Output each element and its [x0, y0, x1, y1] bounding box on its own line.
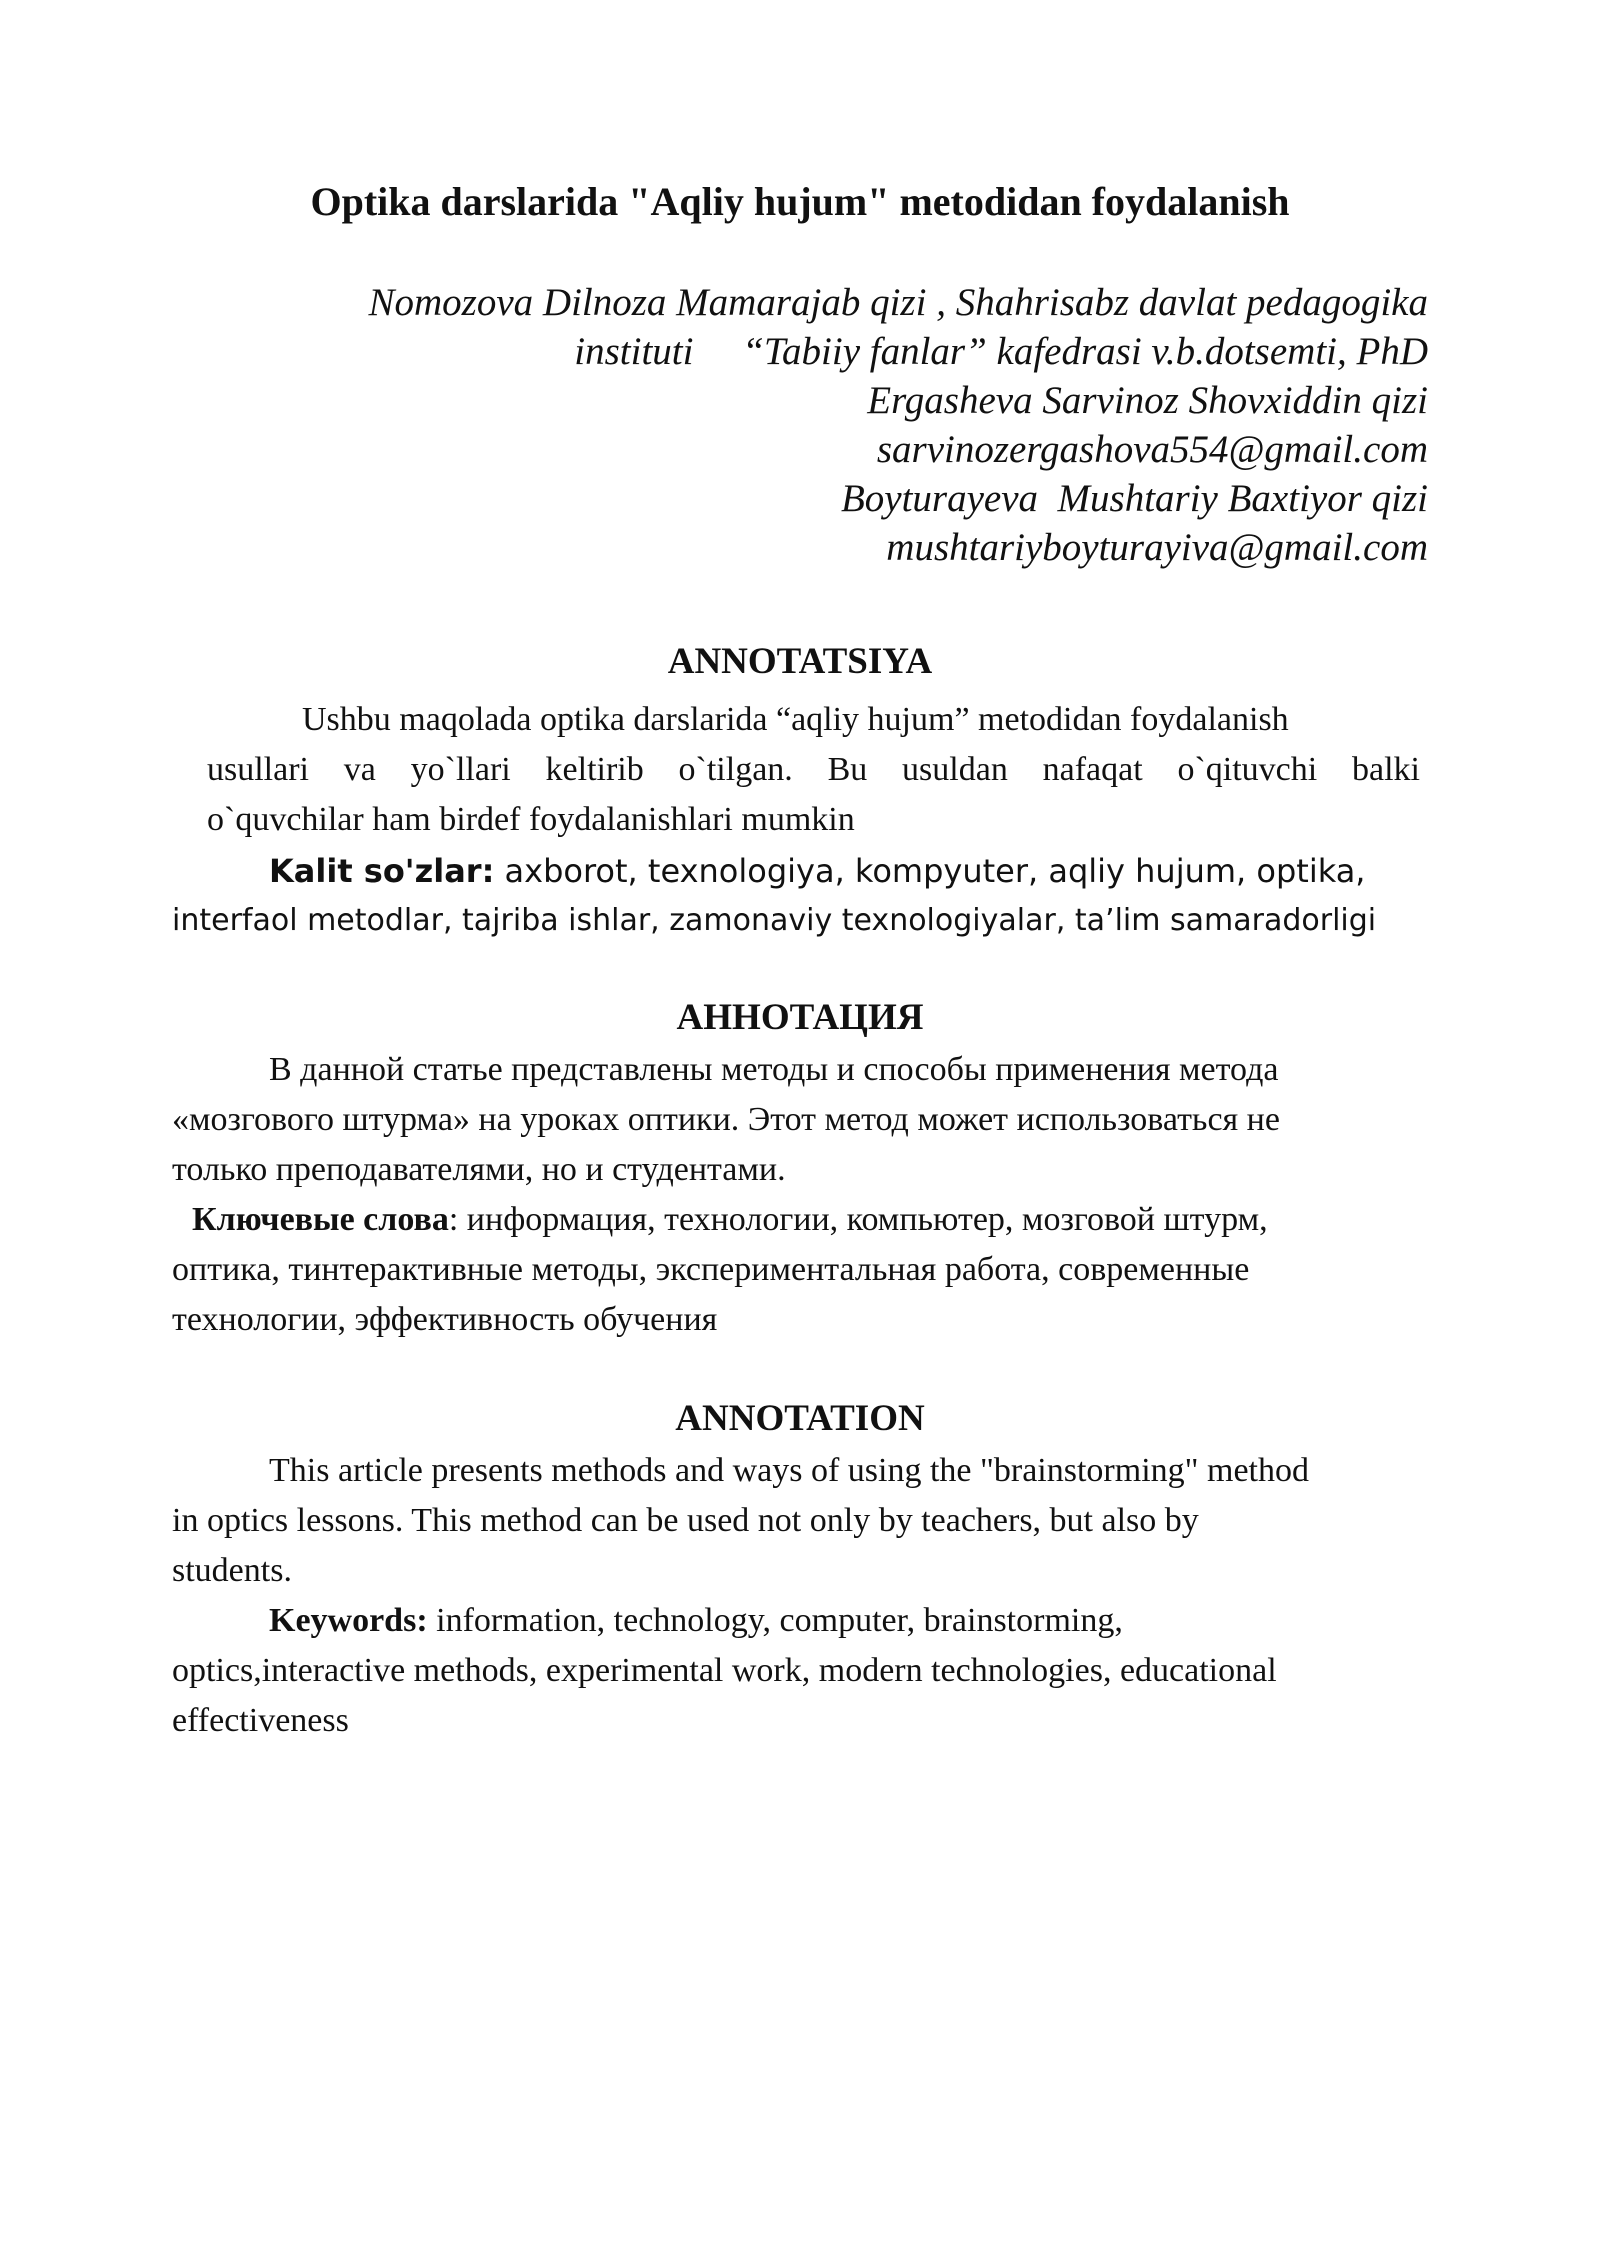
author-line: Nomozova Dilnoza Mamarajab qizi , Shahrisabz davlat pedagogika [368, 281, 1428, 324]
keywords-text: технологии, эффективность обучения [172, 1301, 718, 1338]
annotation-text-en [172, 1446, 1432, 1746]
annotation-heading-uz: ANNOTATSIYA [667, 641, 933, 682]
keywords-text: optics,interactive methods, experimental work, modern technologies, educational [172, 1652, 1277, 1689]
annotation-line: В данной статье представлены методы и способы применения метода [269, 1051, 1279, 1088]
annotation-heading-en: ANNOTATION [675, 1398, 925, 1439]
keywords-text: : информация, технологии, компьютер, мозговой штурм, [448, 1201, 1268, 1238]
author-email: sarvinozergashova554@gmail.com [876, 428, 1428, 471]
annotation-line: «мозгового штурма» на уроках оптики. Этот метод может использоваться не [172, 1101, 1280, 1138]
author-block [369, 278, 1429, 572]
keywords-label: Ключевые слова [192, 1201, 449, 1238]
paper-title: Optika darslarida "Aqliy hujum" metodidan foydalanish [310, 179, 1290, 224]
keywords-text: interfaol metodlar, tajriba ishlar, zamonaviy texnologiyalar, ta’lim samaradorligi [172, 903, 1377, 938]
keywords-text: оптика, тинтерактивные методы, экспериментальная работа, современные [172, 1251, 1250, 1288]
keywords-label: Kalit so'zlar: [269, 852, 495, 890]
keywords-text: information, technology, computer, brainstorming, [427, 1602, 1123, 1639]
annotation-line: This article presents methods and ways of using the "brainstorming" method [269, 1452, 1310, 1489]
annotation-heading-ru: АННОТАЦИЯ [676, 997, 924, 1038]
annotation-text-uz [207, 695, 1420, 845]
annotation-line: students. [172, 1552, 292, 1589]
annotation-line: in optics lessons. This method can be used not only by teachers, but also by [172, 1502, 1199, 1539]
author-line: Boyturayeva Mushtariy Baxtiyor qizi [840, 477, 1428, 520]
keywords-label: Keywords: [269, 1602, 428, 1639]
keywords-uz [172, 846, 1422, 946]
keywords-text: effectiveness [172, 1702, 349, 1739]
annotation-line: Ushbu maqolada optika darslarida “aqliy hujum” metodidan foydalanish [302, 701, 1289, 738]
author-email: mushtariyboyturayiva@gmail.com [886, 526, 1428, 569]
author-line: instituti “Tabiiy fanlar” kafedrasi v.b.dotsemti, PhD [574, 330, 1428, 373]
annotation-text-ru [172, 1045, 1432, 1345]
annotation-line: o`quvchilar ham birdef foydalanishlari mumkin [207, 801, 855, 838]
annotation-line: только преподавателями, но и студентами. [172, 1151, 786, 1188]
author-line: Ergasheva Sarvinoz Shovxiddin qizi [867, 379, 1428, 422]
annotation-line: usullari va yo`llari keltirib o`tilgan. Bu usuldan nafaqat o`qituvchi balki [207, 751, 1420, 788]
keywords-text: axborot, texnologiya, kompyuter, aqliy hujum, optika, [494, 852, 1366, 890]
